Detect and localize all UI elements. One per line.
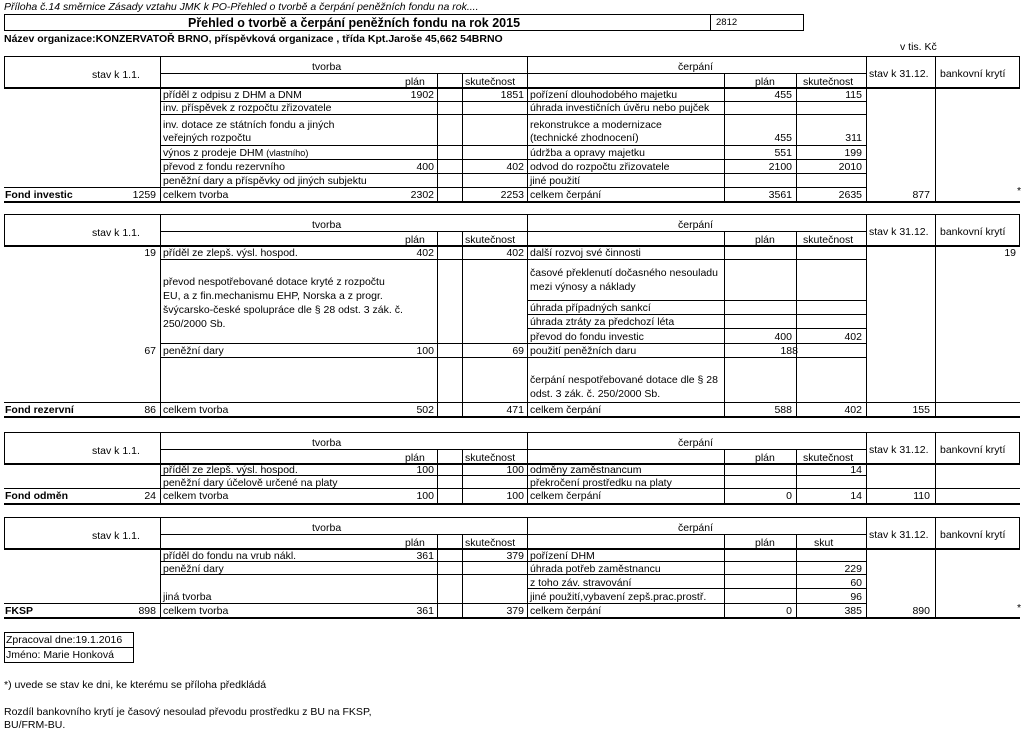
fo-cerpani-row: překročení prostředku na platy (530, 477, 672, 489)
fi-tvorba-row: výnos z prodeje DHM (vlastního) (163, 147, 309, 159)
fi-tvorba-row: veřejných rozpočtu (163, 132, 252, 144)
actual-header: skutečnost (803, 76, 854, 88)
fk-t1-actual: 379 (506, 550, 524, 562)
fk-tvorba-total: celkem tvorba (163, 605, 229, 617)
fk-end-balance: 890 (912, 605, 930, 617)
fi-c1-plan: 455 (774, 89, 792, 101)
fi-c4-actual: 199 (844, 147, 862, 159)
fk-c3-actual: 60 (850, 577, 862, 589)
actual-header: skutečnost (803, 452, 854, 464)
fo-t1-actual: 100 (506, 464, 524, 476)
fr-ct-actual: 402 (844, 404, 862, 416)
end-balance-header: stav k 31.12. (869, 226, 929, 238)
fo-cerpani-row: odměny zaměstnancum (530, 464, 642, 476)
fr-tvorba-row: peněžní dary (163, 345, 224, 357)
actual-header: skutečnost (803, 234, 854, 246)
fr-fund-name: Fond rezervní (5, 404, 74, 416)
fk-ct-plan: 0 (786, 605, 792, 617)
plan-header: plán (405, 537, 425, 549)
fi-t5-plan: 400 (416, 161, 434, 173)
cerpani-header: čerpání (678, 437, 714, 449)
report-code: 2812 (716, 17, 738, 28)
plan-header: plán (755, 537, 775, 549)
fi-cerpani-row: úhrada investičních úvěru nebo pujček (530, 102, 710, 114)
fr-cerpani-row: použití peněžních daru (530, 345, 637, 357)
fi-cerpani-row: údržba a opravy majetku (530, 147, 645, 159)
fi-c3-actual: 311 (845, 132, 862, 144)
fr-t3-plan: 100 (416, 345, 434, 357)
fi-end-balance: 877 (912, 189, 930, 201)
actual-header: skutečnost (465, 537, 516, 549)
fr-cerpani-row: úhrada ztráty za předchozí léta (530, 316, 675, 328)
units-label: v tis. Kč (900, 41, 937, 53)
fk-tvorba-row: příděl do fondu na vrub nákl. (163, 550, 297, 562)
tvorba-header: tvorba (312, 61, 342, 73)
fr-ct-plan: 588 (774, 404, 792, 416)
fk-tt-plan: 361 (416, 605, 434, 617)
tvorba-header: tvorba (312, 437, 342, 449)
plan-header: plán (755, 452, 775, 464)
footnote-2: Rozdíl bankovního krytí je časový nesoulad převodu prostředku z BU na FKSP, BU/FRM-BU. (4, 706, 372, 731)
fr-t1-plan: 402 (416, 247, 434, 259)
fr-tvorba-total: celkem tvorba (163, 404, 229, 416)
fi-cerpani-row: jiné použití (530, 175, 581, 187)
fr-c5-plan: 400 (774, 331, 792, 343)
fo-tt-plan: 100 (416, 490, 434, 502)
fi-tvorba-row: převod z fondu rezervního (163, 161, 285, 173)
fr-end-balance: 155 (912, 404, 930, 416)
actual-header: skut (814, 537, 834, 549)
footnote-star: * (1017, 185, 1022, 197)
fk-cerpani-row: pořízení DHM (530, 550, 595, 562)
fi-start-balance: 1259 (132, 189, 156, 201)
plan-header: plán (755, 234, 775, 246)
fr-start-1: 19 (144, 247, 156, 259)
fi-c3-plan: 455 (774, 132, 792, 144)
fo-start-balance: 24 (144, 490, 156, 502)
fk-c4-actual: 96 (850, 591, 862, 603)
plan-header: plán (405, 452, 425, 464)
tvorba-header: tvorba (312, 522, 342, 534)
actual-header: skutečnost (465, 76, 516, 88)
organization-name: Název organizace:KONZERVATOŘ BRNO, příspěvková organizace , třída Kpt.Jaroše 45,662 54BRNO (4, 33, 503, 45)
page-title: Přehled o tvorbě a čerpání peněžních fondu na rok 2015 (187, 16, 521, 30)
fo-ct-actual: 14 (850, 490, 862, 502)
fr-cerpani-row: časové překlenutí dočasného nesouladu mezi výnosy a náklady (530, 267, 718, 293)
fo-tvorba-row: příděl ze zlepš. výsl. hospod. (163, 464, 298, 476)
fi-c5-actual: 2010 (838, 161, 862, 173)
fo-end-balance: 110 (913, 490, 930, 502)
end-balance-header: stav k 31.12. (869, 444, 929, 456)
fi-cerpani-total: celkem čerpání (530, 189, 602, 201)
fi-ct-plan: 3561 (768, 189, 792, 201)
start-balance-header: stav k 1.1. (92, 227, 140, 239)
tvorba-header: tvorba (312, 219, 342, 231)
plan-header: plán (405, 76, 425, 88)
fr-tvorba-row: příděl ze zlepš. výsl. hospod. (163, 247, 298, 259)
plan-header: plán (405, 234, 425, 246)
fk-t1-plan: 361 (416, 550, 434, 562)
fk-start-balance: 898 (138, 605, 156, 617)
fi-tvorba-row: inv. dotace ze státních fondu a jiných (163, 119, 335, 131)
fr-cerpani-row: převod do fondu investic (530, 331, 644, 343)
start-balance-header: stav k 1.1. (92, 445, 140, 457)
end-balance-header: stav k 31.12. (869, 68, 929, 80)
fi-tvorba-row: peněžní dary a příspěvky od jiných subjektu (163, 175, 367, 187)
plan-header: plán (755, 76, 775, 88)
appendix-note: Příloha č.14 směrnice Zásady vztahu JMK k PO-Přehled o tvorbě a čerpání peněžních fondu na rok.... (4, 1, 479, 13)
fr-start-2: 67 (144, 345, 156, 357)
fi-c5-plan: 2100 (768, 161, 792, 173)
cerpani-header: čerpání (678, 522, 714, 534)
fk-c2-actual: 229 (844, 563, 862, 575)
bank-cover-header: bankovní krytí (940, 68, 1006, 80)
fr-tt-actual: 471 (506, 404, 524, 416)
prepared-by: Jméno: Marie Honková (6, 649, 114, 661)
fi-fund-name: Fond investic (5, 189, 73, 201)
fo-c1-actual: 14 (850, 464, 862, 476)
fr-c6-plan: 188 (780, 345, 798, 357)
fk-tvorba-row: peněžní dary (163, 563, 224, 575)
cerpani-header: čerpání (678, 219, 714, 231)
fr-tvorba-row: převod nespotřebované dotace kryté z rozpočtu EU, a z fin.mechanismu EHP, Norska a z progr. švýcarsko-české spolupráce dle § 28 odst. 3 zák. č. 250/2000 Sb. (163, 276, 403, 330)
fi-tvorba-row: inv. příspěvek z rozpočtu zřizovatele (163, 102, 332, 114)
fk-cerpani-row: z toho záv. stravování (530, 577, 632, 589)
fk-cerpani-row: jiné použití,vybavení zepš.prac.prostř. (530, 591, 707, 603)
footnote-star: * (1017, 602, 1022, 614)
fr-c1-bank: 19 (1004, 247, 1016, 259)
fr-cerpani-row: další rozvoj své činnosti (530, 247, 641, 259)
fo-ct-plan: 0 (786, 490, 792, 502)
fr-tt-plan: 502 (416, 404, 434, 416)
fo-t1-plan: 100 (416, 464, 434, 476)
prepared-date: Zpracoval dne:19.1.2016 (6, 634, 123, 646)
fi-tvorba-row: příděl z odpisu z DHM a DNM (163, 89, 302, 101)
fr-cerpani-total: celkem čerpání (530, 404, 602, 416)
end-balance-header: stav k 31.12. (869, 529, 929, 541)
fi-c1-actual: 115 (845, 89, 862, 101)
fo-tvorba-row: peněžní dary účelově určené na platy (163, 477, 338, 489)
start-balance-header: stav k 1.1. (92, 530, 140, 542)
fo-fund-name: Fond odměn (5, 490, 68, 502)
fi-c4-plan: 551 (774, 147, 792, 159)
fk-cerpani-total: celkem čerpání (530, 605, 602, 617)
fr-t3-actual: 69 (512, 345, 524, 357)
fk-tvorba-row: jiná tvorba (163, 591, 212, 603)
fi-tvorba-total: celkem tvorba (163, 189, 229, 201)
fi-t1-actual: 1851 (500, 89, 524, 101)
fk-tt-actual: 379 (506, 605, 524, 617)
fr-t1-actual: 402 (506, 247, 524, 259)
start-balance-header: stav k 1.1. (92, 69, 140, 81)
fi-cerpani-row: rekonstrukce a modernizace (530, 119, 662, 131)
fi-cerpani-row: (technické zhodnocení) (530, 132, 639, 144)
fr-cerpani-row: úhrada případných sankcí (530, 302, 651, 314)
fi-cerpani-row: pořízení dlouhodobého majetku (530, 89, 678, 101)
fr-cerpani-row: čerpání nespotřebované dotace dle § 28 odst. 3 zák. č. 250/2000 Sb. (530, 374, 718, 400)
bank-cover-header: bankovní krytí (940, 226, 1006, 238)
fi-tt-plan: 2302 (410, 189, 434, 201)
fr-start-total: 86 (144, 404, 156, 416)
fi-ct-actual: 2635 (838, 189, 862, 201)
fi-tt-actual: 2253 (500, 189, 524, 201)
fo-tt-actual: 100 (506, 490, 524, 502)
fo-cerpani-total: celkem čerpání (530, 490, 602, 502)
fk-fund-name: FKSP (5, 605, 34, 617)
fi-cerpani-row: odvod do rozpočtu zřizovatele (530, 161, 670, 173)
actual-header: skutečnost (465, 234, 516, 246)
fk-cerpani-row: úhrada potřeb zaměstnancu (530, 563, 661, 575)
cerpani-header: čerpání (678, 61, 714, 73)
footnote-1: *) uvede se stav ke dni, ke kterému se příloha předkládá (4, 679, 267, 691)
fo-tvorba-total: celkem tvorba (163, 490, 229, 502)
fk-ct-actual: 385 (844, 605, 862, 617)
fi-t5-actual: 402 (506, 161, 524, 173)
fi-t1-plan: 1902 (410, 89, 434, 101)
bank-cover-header: bankovní krytí (940, 529, 1006, 541)
fr-c5-actual: 402 (844, 331, 862, 343)
actual-header: skutečnost (465, 452, 516, 464)
bank-cover-header: bankovní krytí (940, 444, 1006, 456)
